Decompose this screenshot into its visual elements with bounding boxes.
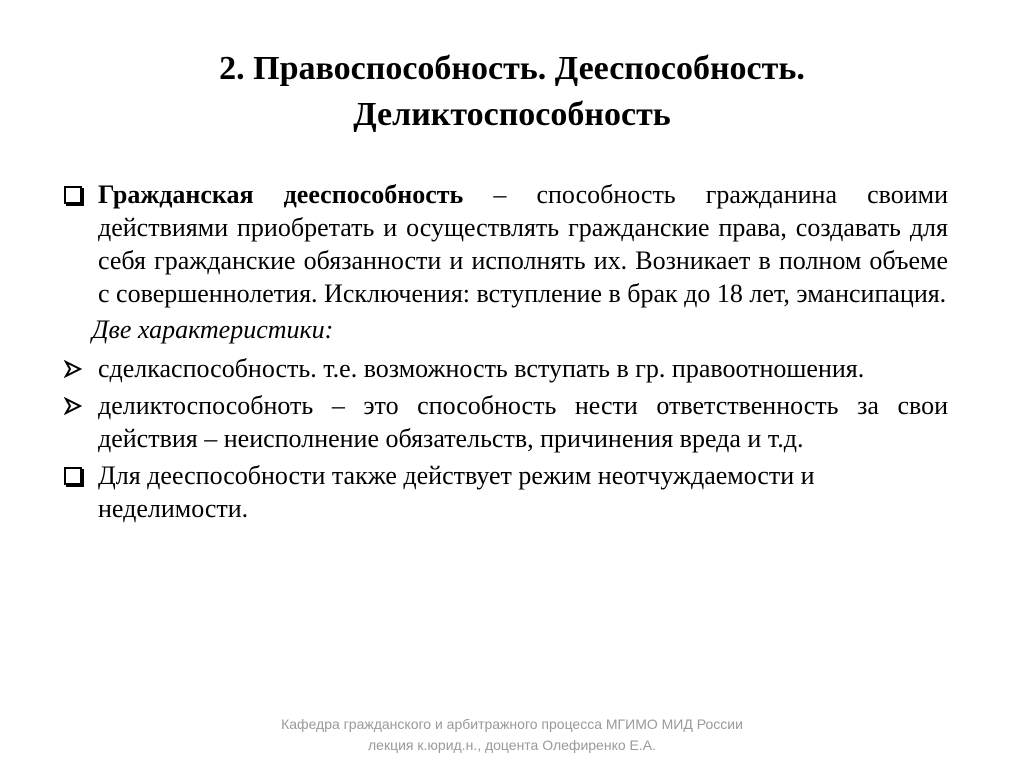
definition-civil-capacity: – способность гражданина своими действиями приобретать и осуществлять гражданские права, создавать для себя гражданские обязанности и исполнять их. Возникает в полном объеме с совершеннолетия. Исключения: вступление в брак до 18 лет, эмансипация. — [98, 180, 948, 308]
checkbox-bullet-icon — [62, 178, 92, 211]
bullet-item-transaction-capacity — [62, 352, 948, 385]
bullet-item-tort-capacity — [62, 389, 948, 455]
slide-footer — [0, 714, 1024, 756]
footer-line-1: Кафедра гражданского и арбитражного процесса МГИМО МИД России — [281, 716, 743, 732]
final-item-text: Для дееспособности также действует режим неотчуждаемости и неделимости. — [98, 461, 815, 523]
bullet-item-inalienability — [62, 459, 948, 525]
arrow-bullet-icon — [62, 389, 92, 422]
footer-line-2: лекция к.юрид.н., доцента Олефиренко Е.А. — [368, 737, 656, 753]
arrow-bullet-icon — [62, 352, 92, 385]
slide-content — [62, 178, 948, 525]
slide-title-line-1: 2. Правоспособность. Дееспособность. — [219, 50, 805, 87]
slide-title — [0, 46, 1024, 138]
term-civil-capacity: Гражданская дееспособность — [98, 180, 464, 209]
characteristic-text-1: сделкаспособность. т.е. возможность вступать в гр. правоотношения. — [98, 354, 865, 383]
slide-title-line-2: Деликтоспособность — [353, 96, 671, 133]
checkbox-bullet-icon — [62, 459, 92, 492]
characteristic-text-2: деликтоспособноть – это способность нести ответственность за свои действия – неисполнение обязательств, причинения вреда и т.д. — [98, 391, 948, 453]
bullet-item-civil-capacity — [62, 178, 948, 310]
subheading-characteristics: Две характеристики: — [92, 315, 334, 344]
